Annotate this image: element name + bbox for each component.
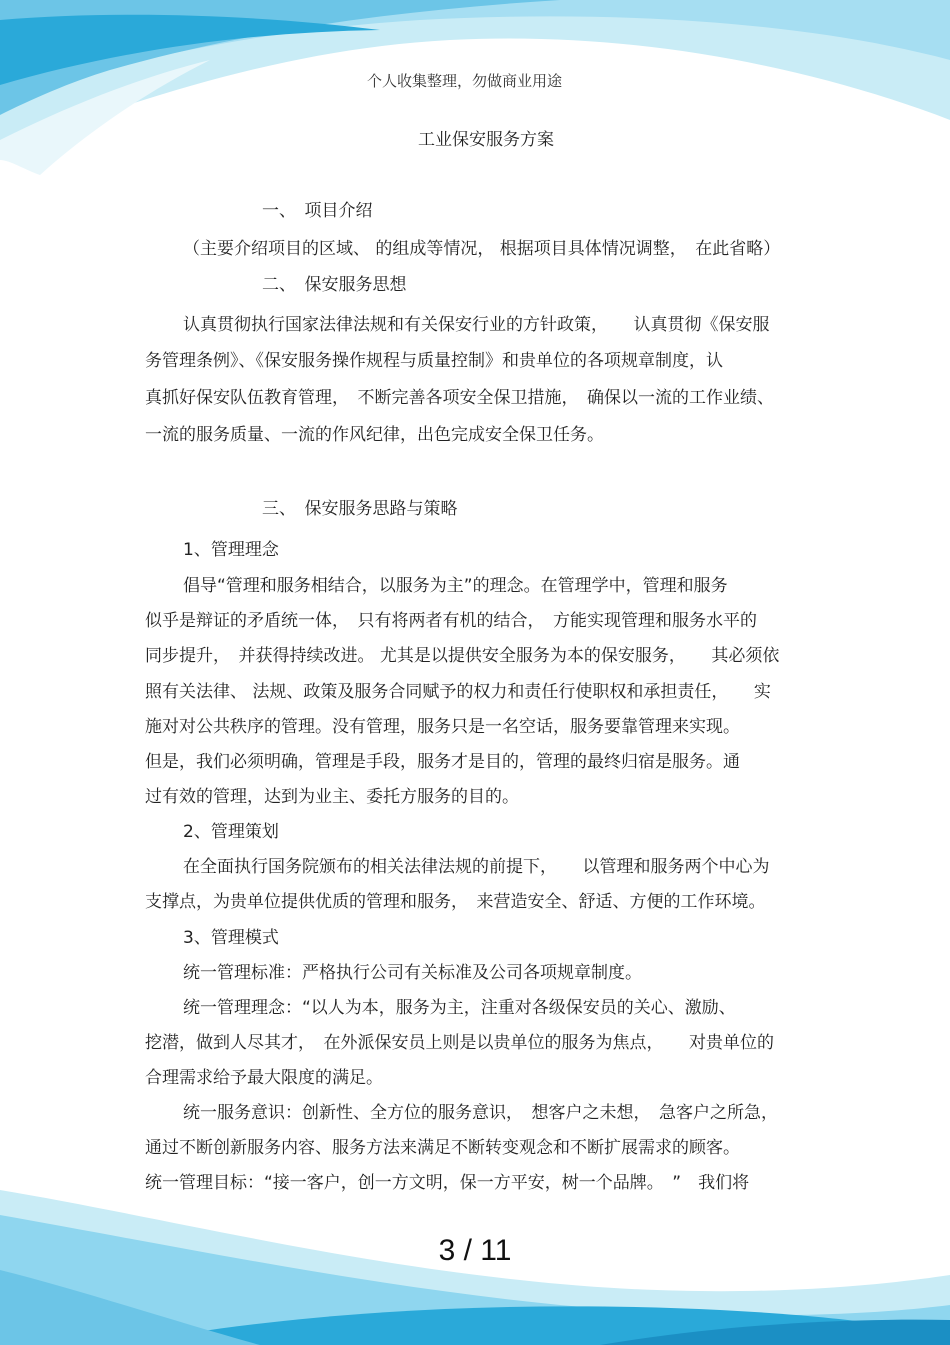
section-heading-2: 二、 保安服务思想: [262, 275, 407, 295]
subsection-heading: 3、管理模式: [183, 928, 279, 948]
watermark-text: 个人收集整理，勿做商业用途: [367, 72, 563, 90]
subsection-heading: 1、管理理念: [183, 540, 279, 560]
paragraph-line: 合理需求给予最大限度的满足。: [145, 1068, 383, 1088]
paragraph-line: 施对对公共秩序的管理。没有管理，服务只是一名空话，服务要靠管理来实现。: [145, 717, 740, 737]
paragraph-line: 通过不断创新服务内容、服务方法来满足不断转变观念和不断扩展需求的顾客。: [145, 1138, 740, 1158]
paragraph-line: 在全面执行国务院颁布的相关法律法规的前提下， 以管理和服务两个中心为: [183, 857, 770, 877]
paragraph-line: 挖潜，做到人尽其才， 在外派保安员上则是以贵单位的服务为焦点， 对贵单位的: [145, 1033, 774, 1053]
paragraph-line: 倡导“管理和服务相结合，以服务为主”的理念。在管理学中，管理和服务: [183, 576, 728, 596]
section-heading-1: 一、 项目介绍: [262, 201, 373, 221]
paragraph-line: （主要介绍项目的区域、 的组成等情况， 根据项目具体情况调整， 在此省略）: [183, 239, 781, 259]
paragraph-line: 真抓好保安队伍教育管理， 不断完善各项安全保卫措施， 确保以一流的工作业绩、: [145, 388, 774, 408]
paragraph-line: 过有效的管理，达到为业主、委托方服务的目的。: [145, 787, 519, 807]
section-heading-3: 三、 保安服务思路与策略: [262, 499, 458, 519]
paragraph-line: 统一管理标准：严格执行公司有关标准及公司各项规章制度。: [183, 963, 642, 983]
paragraph-line: 一流的服务质量、一流的作风纪律，出色完成安全保卫任务。: [145, 425, 604, 445]
paragraph-line: 似乎是辩证的矛盾统一体， 只有将两者有机的结合， 方能实现管理和服务水平的: [145, 611, 757, 631]
paragraph-line: 统一管理理念：“以人为本，服务为主，注重对各级保安员的关心、激励、: [183, 998, 736, 1018]
paragraph-line: 但是，我们必须明确，管理是手段，服务才是目的，管理的最终归宿是服务。通: [145, 752, 740, 772]
paragraph-line: 认真贯彻执行国家法律法规和有关保安行业的方针政策， 认真贯彻《保安服: [183, 315, 770, 335]
paragraph-line: 统一服务意识：创新性、全方位的服务意识， 想客户之未想， 急客户之所急，: [183, 1103, 778, 1123]
paragraph-line: 务管理条例》、《保安服务操作规程与质量控制》和贵单位的各项规章制度，认: [145, 351, 723, 371]
paragraph-line: 支撑点，为贵单位提供优质的管理和服务， 来营造安全、舒适、方便的工作环境。: [145, 892, 766, 912]
page-number: 3 / 11: [438, 1234, 512, 1267]
paragraph-line: 同步提升， 并获得持续改进。 尤其是以提供安全服务为本的保安服务， 其必须依: [145, 646, 780, 666]
paragraph-line: 照有关法律、 法规、政策及服务合同赋予的权力和责任行使职权和承担责任， 实: [145, 682, 771, 702]
document-title: 工业保安服务方案: [418, 130, 554, 150]
subsection-heading: 2、管理策划: [183, 822, 279, 842]
paragraph-line: 统一管理目标：“接一客户，创一方文明，保一方平安，树一个品牌。 ” 我们将: [145, 1173, 750, 1193]
